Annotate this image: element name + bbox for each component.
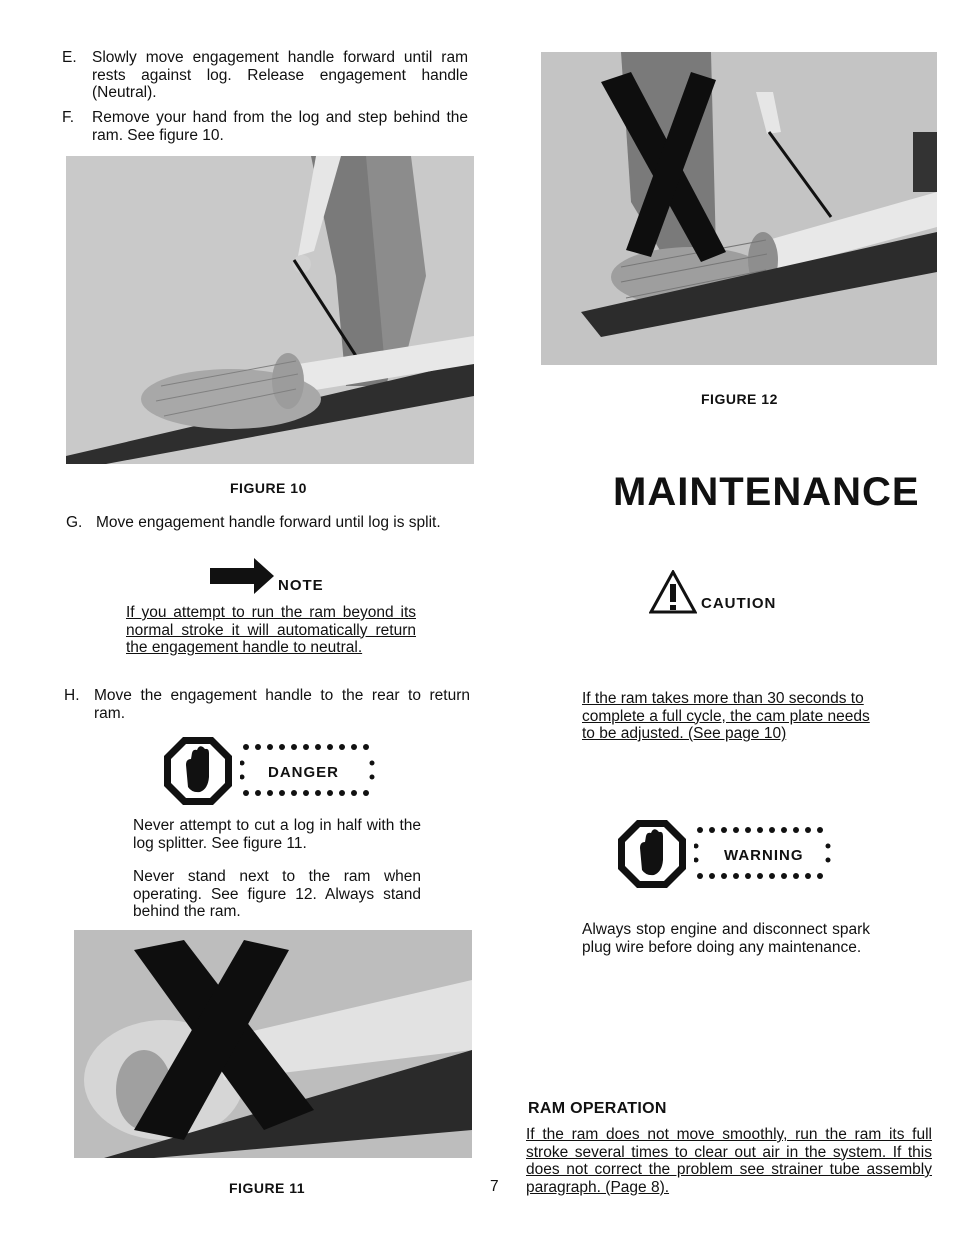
warning-label: WARNING (724, 847, 804, 864)
note-text: If you attempt to run the ram beyond its normal stroke it will automatically return the engagement handle to neutral. (126, 604, 416, 656)
figure-11-photo (74, 930, 472, 1158)
warning-text: Always stop engine and disconnect spark plug wire before doing any maintenance. (582, 921, 870, 956)
step-f (62, 109, 468, 145)
step-label: G. (66, 514, 83, 531)
page-number: 7 (490, 1178, 499, 1195)
caution-text: If the ram takes more than 30 seconds to complete a full cycle, the cam plate needs to be adjusted. (See page 10) (582, 690, 870, 742)
stop-hand-icon (162, 735, 234, 807)
note-label: NOTE (278, 577, 324, 594)
note-heading (210, 558, 340, 594)
warning-triangle-icon (649, 570, 697, 614)
step-e (62, 49, 468, 103)
step-label: H. (64, 687, 80, 704)
step-text: Slowly move engagement handle forward until ram rests against log. Release engagement handle (Neutral). (92, 49, 468, 101)
step-text: Remove your hand from the log and step behind the ram. See figure 10. (92, 109, 468, 144)
ram-operation-text: If the ram does not move smoothly, run the ram its full stroke several times to clear out air in the system. If this does not correct the problem see strainer tube assembly paragraph. (Page 8). (526, 1126, 932, 1196)
step-g (66, 514, 470, 550)
danger-sign (162, 735, 382, 807)
caution-label: CAUTION (701, 595, 777, 612)
figure-11-caption: FIGURE 11 (229, 1180, 306, 1196)
step-text: Move engagement handle forward until log is split. (96, 514, 441, 531)
danger-text-1: Never attempt to cut a log in half with the log splitter. See figure 11. (133, 817, 421, 852)
figure-10-caption: FIGURE 10 (230, 480, 307, 496)
figure-12-caption: FIGURE 12 (701, 391, 778, 407)
warning-sign (616, 818, 840, 890)
step-label: E. (62, 49, 77, 66)
step-h (64, 687, 470, 723)
danger-label: DANGER (268, 764, 340, 781)
section-title: MAINTENANCE (613, 470, 920, 514)
step-text: Move the engagement handle to the rear to return ram. (94, 687, 470, 722)
figure-10-photo (66, 156, 474, 464)
figure-12-photo (541, 52, 937, 365)
arrow-icon (210, 558, 274, 594)
danger-text-2: Never stand next to the ram when operating. See figure 12. Always stand behind the ram. (133, 868, 421, 920)
stop-hand-icon (616, 818, 688, 890)
step-label: F. (62, 109, 75, 126)
caution-heading (649, 570, 789, 616)
ram-operation-title: RAM OPERATION (528, 1100, 667, 1117)
